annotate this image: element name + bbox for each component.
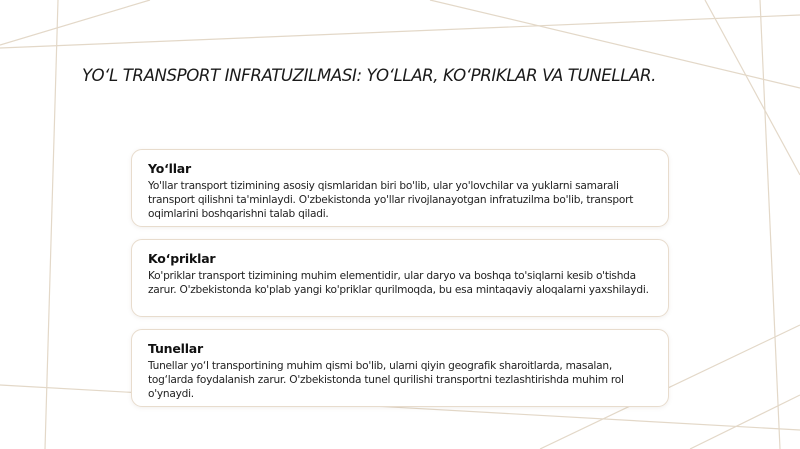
decor-line: [0, 0, 150, 45]
decor-line: [45, 0, 58, 449]
card-text: Tunellar yo‘l transportining muhim qismi bo'lib, ularni qiyin geografik sharoitlarda, masalan, tog‘larda foydalanish zarur. O'zbekistonda tunel qurilishi transportni tezlashtirishda muhim rol o'ynaydi.: [148, 360, 624, 400]
decor-line: [705, 0, 800, 175]
card-tunellar: [131, 329, 669, 407]
card-title: Ko‘priklar: [148, 251, 216, 266]
decor-line: [0, 15, 800, 48]
card-text: Yo'llar transport tizimining asosiy qismlaridan biri bo'lib, ular yo'lovchilar va yuklarni samarali transport qilishni ta'minlaydi. O'zbekistonda yo'llar rivojlanayotgan infratuzilma bo'lib, transport oqimlarini boshqarishni talab qiladi.: [148, 180, 634, 220]
card-title: Tunellar: [148, 341, 203, 356]
card-text: Ko'priklar transport tizimining muhim elementidir, ular daryo va boshqa to'siqlarni kesib o'tishda zarur. O'zbekistonda ko'plab yangi ko'priklar qurilmoqda, bu esa mintaqaviy aloqalarni yaxshilaydi.: [148, 270, 649, 296]
card-title: Yo‘llar: [148, 161, 192, 176]
card-kopriklar: [131, 239, 669, 317]
slide-title: YO‘L TRANSPORT INFRATUZILMASI: YO‘LLAR, KO‘PRIKLAR VA TUNELLAR.: [82, 66, 657, 85]
decor-line: [760, 0, 780, 449]
card-yollar: [131, 149, 669, 227]
decor-line: [690, 395, 800, 449]
